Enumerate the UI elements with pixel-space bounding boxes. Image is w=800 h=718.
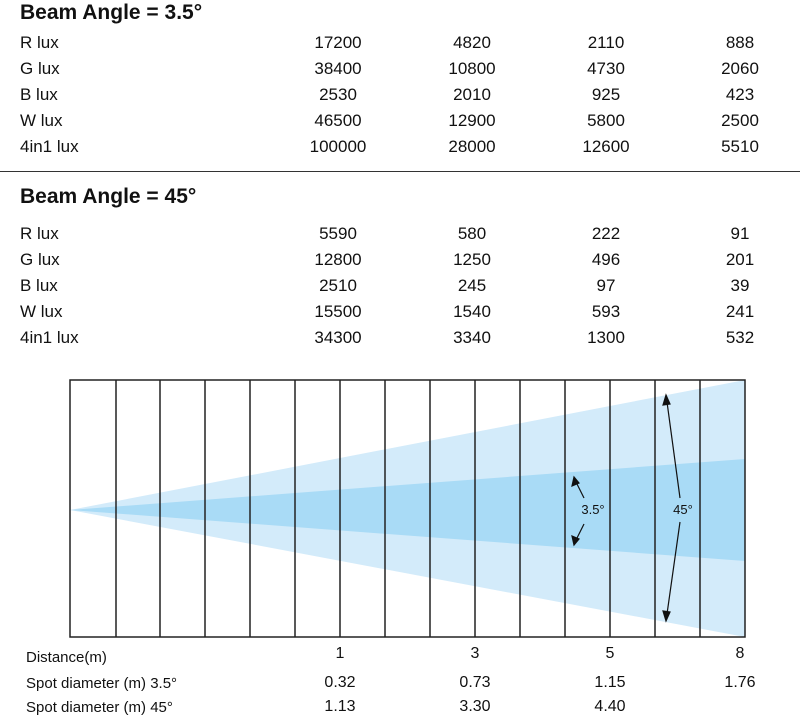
row-label-r-lux: R lux [20, 33, 59, 52]
table-cell: 5590 [319, 224, 357, 243]
table-cell: 222 [591, 224, 621, 243]
table-cell: 241 [725, 302, 755, 321]
table-cell: 423 [725, 85, 755, 104]
spot-diameter-value: 4.40 [594, 698, 626, 715]
table-cell: 100000 [309, 137, 367, 156]
table-cell: 12900 [448, 111, 496, 130]
spot-diameter-45-label: Spot diameter (m) 45° [26, 699, 173, 716]
row-label-g-lux: G lux [20, 250, 60, 269]
table-cell: 17200 [314, 33, 362, 52]
spot-diameter-value: 3.30 [459, 698, 491, 715]
table-cell: 2510 [319, 276, 357, 295]
table-cell: 34300 [314, 328, 362, 347]
table-cell: 1250 [453, 250, 491, 269]
table-cell: 91 [730, 224, 750, 243]
table-cell: 888 [725, 33, 755, 52]
table-cell: 10800 [448, 59, 496, 78]
row-label-w-lux: W lux [20, 302, 63, 321]
row-label-4in1-lux: 4in1 lux [20, 328, 79, 347]
table-cell: 201 [725, 250, 755, 269]
table-cell: 580 [457, 224, 487, 243]
spot-diameter-value: 0.73 [459, 674, 491, 691]
row-label-w-lux: W lux [20, 111, 63, 130]
table-cell: 39 [730, 276, 750, 295]
table-cell: 2110 [587, 33, 625, 52]
table-cell: 593 [591, 302, 621, 321]
table-cell: 3340 [453, 328, 491, 347]
table-cell: 925 [591, 85, 621, 104]
table-cell: 12800 [314, 250, 362, 269]
table-cell: 15500 [314, 302, 362, 321]
table-cell: 5800 [587, 111, 625, 130]
table-cell: 38400 [314, 59, 362, 78]
table-cell: 2500 [721, 111, 759, 130]
table-cell: 46500 [314, 111, 362, 130]
spot-diameter-value: 0.32 [324, 674, 356, 691]
table-heading-beam-45: Beam Angle = 45° [20, 185, 197, 208]
distance-value: 1 [335, 645, 345, 662]
table-cell: 4820 [453, 33, 491, 52]
table-cell: 2060 [721, 59, 759, 78]
table-cell: 12600 [582, 137, 630, 156]
distance-value: 5 [605, 645, 615, 662]
row-label-r-lux: R lux [20, 224, 59, 243]
distance-label: Distance(m) [26, 649, 107, 666]
row-label-b-lux: B lux [20, 85, 58, 104]
table-heading-beam-3-5: Beam Angle = 3.5° [20, 1, 203, 24]
table-cell: 245 [457, 276, 487, 295]
distance-value: 8 [735, 645, 745, 662]
wide-angle-label: 45° [673, 502, 693, 517]
distance-value: 3 [470, 645, 480, 662]
table-cell: 1300 [587, 328, 625, 347]
row-label-g-lux: G lux [20, 59, 60, 78]
spot-diameter-value: 1.13 [324, 698, 356, 715]
table-cell: 4730 [587, 59, 625, 78]
table-cell: 97 [596, 276, 616, 295]
table-cell: 2530 [319, 85, 357, 104]
row-label-b-lux: B lux [20, 276, 58, 295]
table-cell: 5510 [721, 137, 759, 156]
table-cell: 28000 [448, 137, 496, 156]
narrow-angle-label: 3.5° [581, 502, 605, 517]
spot-diameter-value: 1.15 [594, 674, 626, 691]
spot-diameter-3-5-label: Spot diameter (m) 3.5° [26, 675, 178, 692]
row-label-4in1-lux: 4in1 lux [20, 137, 79, 156]
spot-diameter-value: 1.76 [724, 674, 756, 691]
table-cell: 1540 [453, 302, 491, 321]
table-cell: 532 [725, 328, 755, 347]
table-cell: 496 [591, 250, 621, 269]
table-cell: 2010 [453, 85, 491, 104]
